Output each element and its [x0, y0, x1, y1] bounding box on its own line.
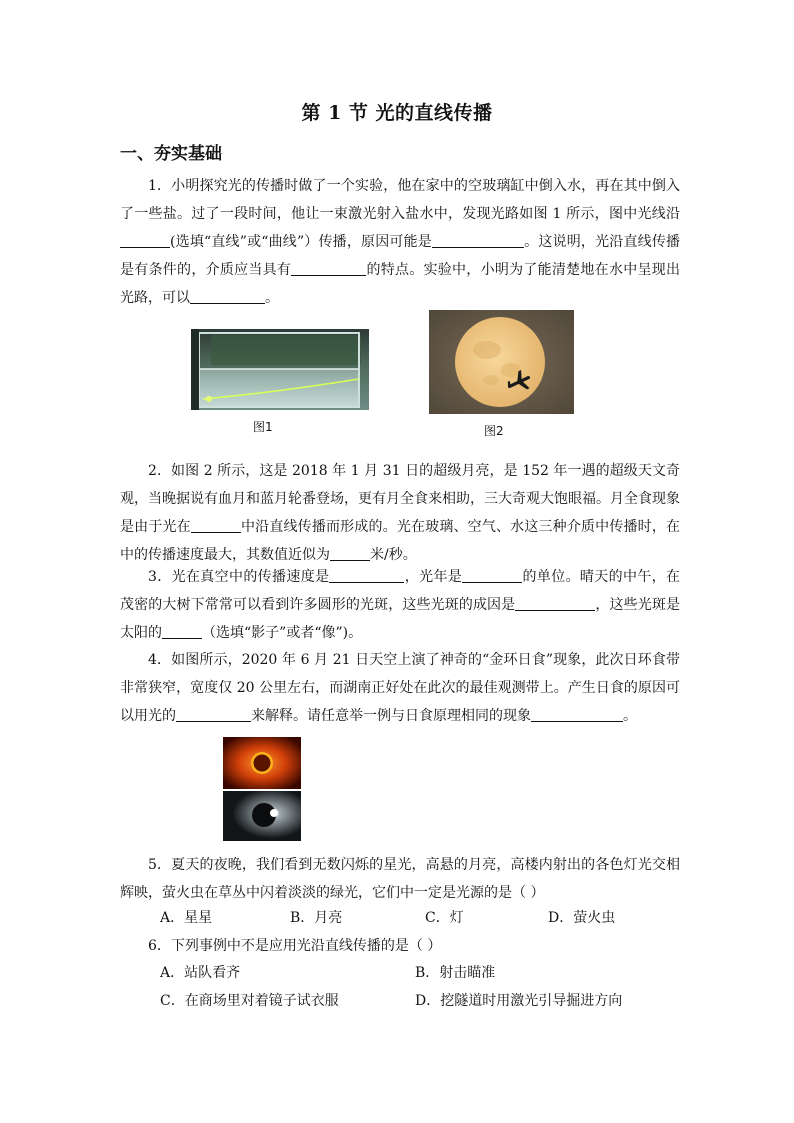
question-2 — [120, 457, 680, 569]
q6-option-c[interactable]: C．在商场里对着镜子试衣服 — [160, 993, 339, 1009]
q3-blank-3 — [515, 594, 595, 611]
total-eclipse-image — [223, 791, 301, 841]
q3-blank-4 — [162, 622, 202, 639]
figure-1-caption: 图1 — [253, 420, 273, 434]
q6-option-a[interactable]: A．站队看齐 — [160, 965, 241, 981]
q4-blank-1 — [176, 705, 251, 722]
q4-text-2: 来解释。请任意举一例与日食原理相同的现象 — [251, 708, 531, 724]
q2-blank-2 — [330, 544, 370, 561]
q1-blank-3 — [291, 259, 366, 276]
q3-blank-2 — [462, 566, 522, 583]
q5-stem: 5．夏天的夜晚，我们看到无数闪烁的星光，高悬的月亮，高楼内射出的各色灯光交相辉映，萤火虫在草丛中闪着淡淡的绿光，它们中一定是光源的是（ ） — [120, 857, 680, 901]
q2-text-1: 2．如图 2 所示，这是 2018 年 1 月 31 日的超级月亮，是 152 年一遇的超级天文奇观，当晚据说有血月和蓝月轮番登场，更有月全食来相助，三大奇观大饱眼福。月全食现象是由于光在 — [120, 463, 680, 535]
figure-1-glass-tank-image — [191, 329, 369, 410]
page-title: 第 1 节 光的直线传播 — [301, 102, 493, 124]
q4-text-1: 4．如图所示，2020 年 6 月 21 日天空上演了神奇的“金环日食”现象，此次日环食带非常狭窄，宽度仅 20 公里左右，而湖南正好处在此次的最佳观测带上。产生日食的原因可以用光的 — [120, 652, 680, 724]
figure-2-moon-image — [429, 310, 574, 414]
q4-blank-2 — [531, 705, 623, 722]
q1-text-3: 。这说明，光沿直线传播是有条件的，介质应当具有 — [120, 234, 680, 278]
q1-text-5: 。 — [265, 290, 279, 306]
q5-option-c[interactable]: C．灯 — [425, 910, 464, 926]
q1-text-1: 1．小明探究光的传播时做了一个实验，他在家中的空玻璃缸中倒入水，再在其中倒入了一些盐。过了一段时间，他让一束激光射入盐水中，发现光路如图 1 所示，图中光线沿 — [120, 178, 680, 222]
q1-text-4: 的特点。实验中，小明为了能清楚地在水中呈现出光路，可以 — [120, 262, 681, 306]
q6-option-b[interactable]: B．射击瞄准 — [415, 965, 496, 981]
q1-blank-2 — [432, 231, 524, 248]
q1-blank-4 — [190, 287, 265, 304]
q2-blank-1 — [191, 516, 241, 533]
q6-stem: 6．下列事例中不是应用光沿直线传播的是（ ） — [148, 938, 442, 954]
q6-option-d[interactable]: D．挖隧道时用激光引导掘进方向 — [415, 993, 623, 1009]
q5-option-d[interactable]: D．萤火虫 — [548, 910, 616, 926]
annular-eclipse-image — [223, 737, 301, 789]
q3-blank-1 — [329, 566, 404, 583]
q1-text-2: (选填“直线”或“曲线”）传播，原因可能是 — [170, 234, 432, 250]
q2-text-2: 中沿直线传播而形成的。光在玻璃、空气、水这三种介质中传播时，在 — [240, 519, 681, 535]
figure-2-caption: 图2 — [484, 424, 504, 438]
q5-option-b[interactable]: B．月亮 — [290, 910, 343, 926]
q2-text-4: 米/秒。 — [370, 547, 417, 563]
q5-option-a[interactable]: A．星星 — [160, 910, 213, 926]
q3-text-4: ，这些光斑是太阳的 — [120, 597, 681, 641]
q4-text-3: 。 — [623, 708, 637, 724]
q3-text-3: 的单位。晴天的中午，在茂密的大树下常常可以看到许多圆形的光斑，这些光斑的成因是 — [120, 569, 681, 613]
question-6 — [120, 932, 680, 960]
question-1 — [120, 172, 680, 312]
question-4 — [120, 646, 680, 730]
q2-text-3: 中的传播速度最大，其数值近似为 — [120, 547, 330, 563]
section-heading: 一、夯实基础 — [120, 144, 222, 164]
q1-blank-1 — [120, 231, 170, 248]
q3-text-5: （选填“影子”或者“像”)。 — [202, 625, 363, 641]
question-3 — [120, 563, 680, 647]
q3-text-1: 3．光在真空中的传播速度是 — [148, 569, 330, 585]
q3-text-2: ，光年是 — [404, 569, 463, 585]
question-5 — [120, 851, 680, 907]
